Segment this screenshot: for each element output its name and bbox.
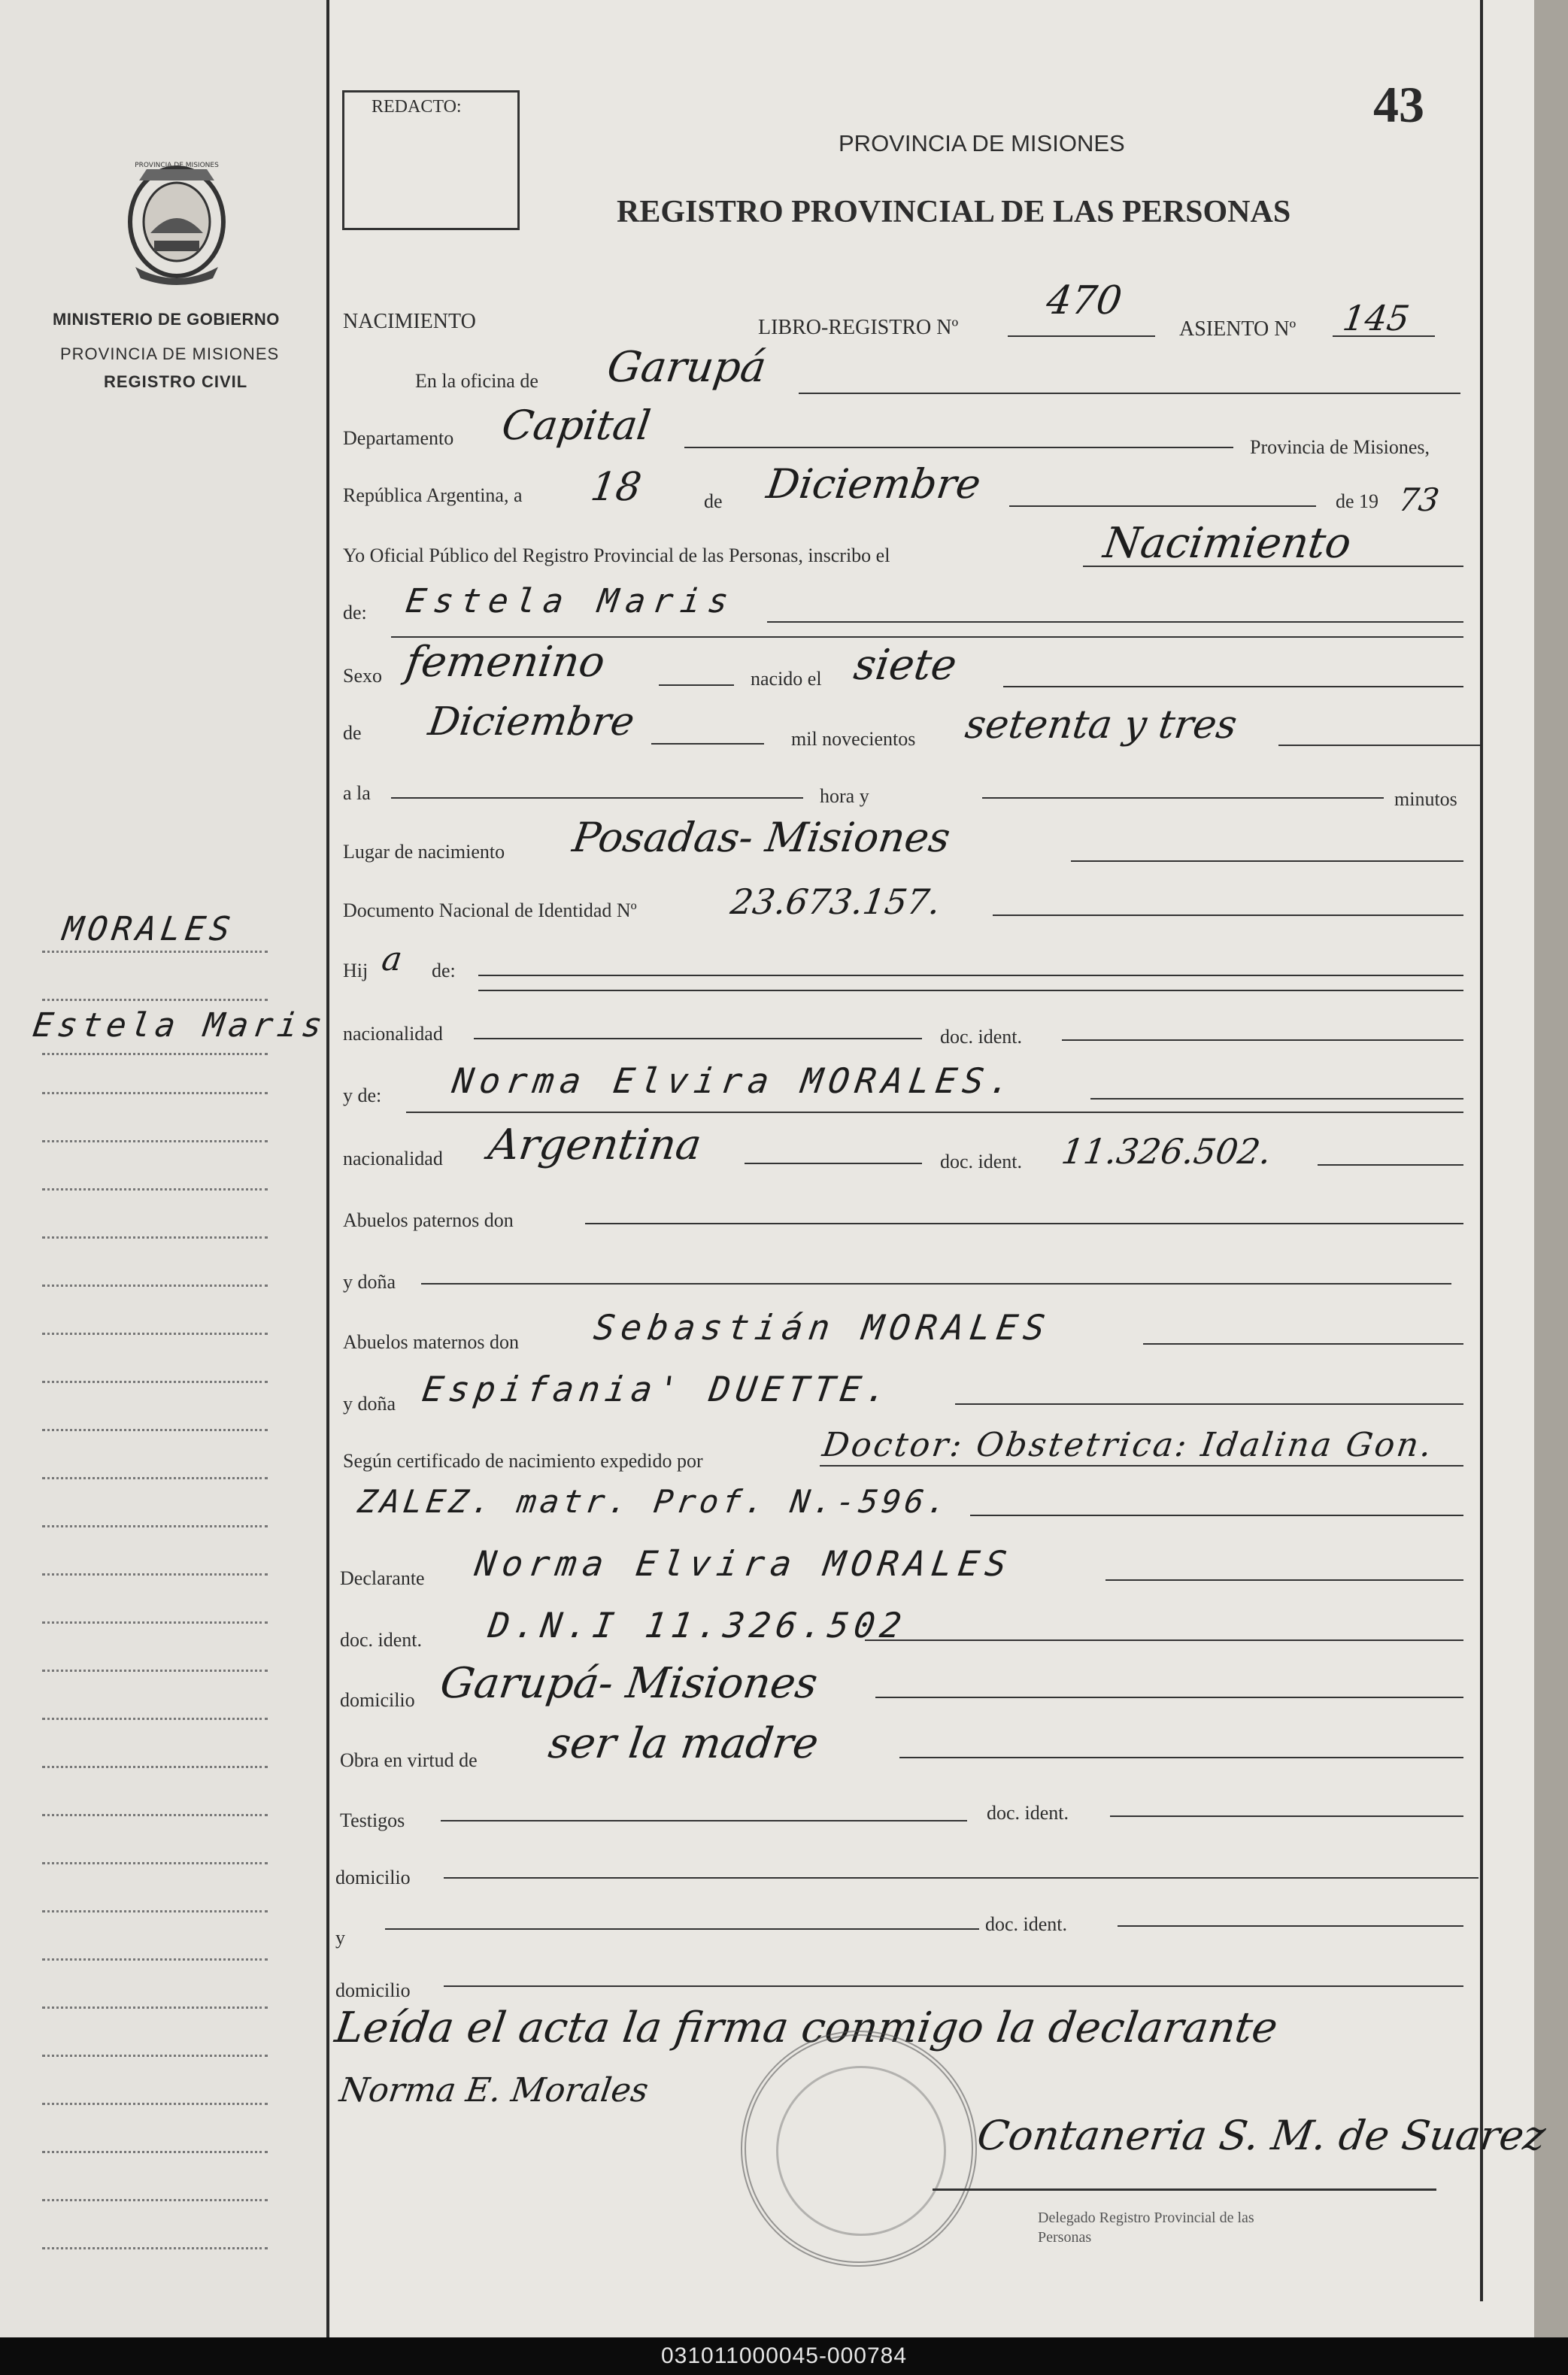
left-stub xyxy=(0,0,329,2337)
documento-label: Documento Nacional de Identidad Nº xyxy=(343,899,637,921)
abuelos-paternos-label: Abuelos paternos don xyxy=(343,1209,514,1231)
official-stamp xyxy=(741,2031,977,2267)
doc-declarante-value: D.N.I 11.326.502 xyxy=(486,1605,909,1646)
anio-texto-value: setenta y tres xyxy=(962,702,1240,748)
lugar-value: Posadas- Misiones xyxy=(569,814,954,861)
province-label: PROVINCIA DE MISIONES xyxy=(60,344,280,363)
de-year-label: de 19 xyxy=(1336,490,1379,512)
domicilio-value: Garupá- Misiones xyxy=(437,1659,821,1708)
mes-value: Diciembre xyxy=(763,460,984,508)
de-nombre-label: de: xyxy=(343,602,367,623)
minutos-label: minutos xyxy=(1394,788,1457,810)
abuelo-materno-value: Sebastián MORALES xyxy=(591,1307,1054,1348)
nacionalidad-madre-label: nacionalidad xyxy=(343,1148,443,1169)
stub-surname: MORALES xyxy=(60,910,238,948)
segun-label: Según certificado de nacimiento expedido por xyxy=(343,1450,703,1472)
a-la-label: a la xyxy=(343,782,371,804)
doc-declarante-label: doc. ident. xyxy=(340,1629,423,1651)
declarante-value: Norma Elvira MORALES xyxy=(472,1543,1015,1584)
y-dona-paterna-label: y doña xyxy=(343,1271,396,1293)
sexo-value: femenino xyxy=(402,638,608,687)
firma-oficial: Contaneria S. M. de Suarez xyxy=(974,2112,1549,2159)
domicilio-testigo1-label: domicilio xyxy=(335,1867,411,1888)
libro-value: 470 xyxy=(1043,278,1125,323)
doc-madre-value: 11.326.502. xyxy=(1059,1131,1274,1172)
leida-acta-text: Leída el acta la firma conmigo la declarante xyxy=(332,2003,1281,2052)
testigos-label: Testigos xyxy=(340,1809,405,1831)
header-title: REGISTRO PROVINCIAL DE LAS PERSONAS xyxy=(617,195,1291,229)
sexo-label: Sexo xyxy=(343,665,382,687)
doc-testigo2-label: doc. ident. xyxy=(985,1913,1068,1935)
redacto-box xyxy=(342,90,520,230)
registry-label: REGISTRO CIVIL xyxy=(104,372,248,391)
abuelos-maternos-label: Abuelos maternos don xyxy=(343,1331,519,1353)
anio-value: 73 xyxy=(1396,481,1442,518)
departamento-value: Capital xyxy=(499,402,654,449)
y-testigo-label: y xyxy=(335,1927,345,1949)
ministry-label: MINISTERIO DE GOBIERNO xyxy=(53,310,280,329)
yo-oficial-label: Yo Oficial Público del Registro Provincial de las Personas, inscribo el xyxy=(343,544,890,566)
doc-padre-label: doc. ident. xyxy=(940,1026,1023,1048)
certificado-value-2: ZALEZ. matr. Prof. N.-596. xyxy=(355,1483,953,1520)
nacionalidad-madre-value: Argentina xyxy=(485,1121,705,1169)
archive-code-bar xyxy=(0,2337,1568,2375)
nacionalidad-padre-label: nacionalidad xyxy=(343,1023,443,1045)
page-number: 43 xyxy=(1373,76,1424,133)
asiento-value: 145 xyxy=(1340,298,1412,338)
archive-code: 031011000045-000784 xyxy=(660,2343,908,2368)
hij-suffix: a xyxy=(379,940,405,978)
svg-text:PROVINCIA DE MISIONES: PROVINCIA DE MISIONES xyxy=(135,162,219,169)
hij-de-label: de: xyxy=(432,960,456,981)
domicilio-testigo2-label: domicilio xyxy=(335,1979,411,2001)
stub-given-names: Estela Maris xyxy=(30,1006,329,1045)
hora-label: hora y xyxy=(820,785,869,807)
domicilio-label: domicilio xyxy=(340,1689,415,1711)
abuela-materna-value: Espifania' DUETTE. xyxy=(420,1369,896,1409)
asiento-label: ASIENTO Nº xyxy=(1179,317,1297,341)
hij-label: Hij xyxy=(343,960,368,981)
nacido-label: nacido el xyxy=(751,668,822,690)
departamento-label: Departamento xyxy=(343,427,454,449)
redacto-label: REDACTO: xyxy=(372,97,462,117)
book-spine xyxy=(1534,0,1568,2337)
oficina-value: Garupá xyxy=(604,343,769,392)
de-label: de xyxy=(704,490,723,512)
y-dona-materna-label: y doña xyxy=(343,1393,396,1415)
declarante-label: Declarante xyxy=(340,1567,425,1589)
lugar-label: Lugar de nacimiento xyxy=(343,841,505,863)
dni-value: 23.673.157. xyxy=(728,881,943,922)
nombre-value: Estela Maris xyxy=(403,582,739,620)
firma-madre: Norma E. Morales xyxy=(337,2071,651,2110)
obra-label: Obra en virtud de xyxy=(340,1749,478,1771)
nacimiento-label: NACIMIENTO xyxy=(343,310,476,333)
dia-value: 18 xyxy=(587,465,644,510)
mil-novecientos-label: mil novecientos xyxy=(791,728,916,750)
y-de-label: y de: xyxy=(343,1084,382,1106)
coat-of-arms-icon xyxy=(117,158,237,290)
certificado-value-1: Doctor: Obstetrica: Idalina Gon. xyxy=(820,1426,1436,1464)
madre-value: Norma Elvira MORALES. xyxy=(450,1060,1020,1101)
republica-label: República Argentina, a xyxy=(343,484,523,506)
libro-label: LIBRO-REGISTRO Nº xyxy=(758,316,959,339)
de-mes-label: de xyxy=(343,722,362,744)
doc-madre-label: doc. ident. xyxy=(940,1151,1023,1172)
nacido-value: siete xyxy=(851,641,960,690)
de-mes-value: Diciembre xyxy=(425,699,638,745)
inscribo-value: Nacimiento xyxy=(1100,519,1354,568)
stamp-caption: Delegado Registro Provincial de las Personas xyxy=(1038,2210,1254,2246)
oficina-label: En la oficina de xyxy=(415,370,538,392)
obra-value: ser la madre xyxy=(545,1719,822,1768)
provincia-label: Provincia de Misiones, xyxy=(1250,436,1430,458)
doc-testigo1-label: doc. ident. xyxy=(987,1802,1069,1824)
header-province: PROVINCIA DE MISIONES xyxy=(839,130,1125,156)
